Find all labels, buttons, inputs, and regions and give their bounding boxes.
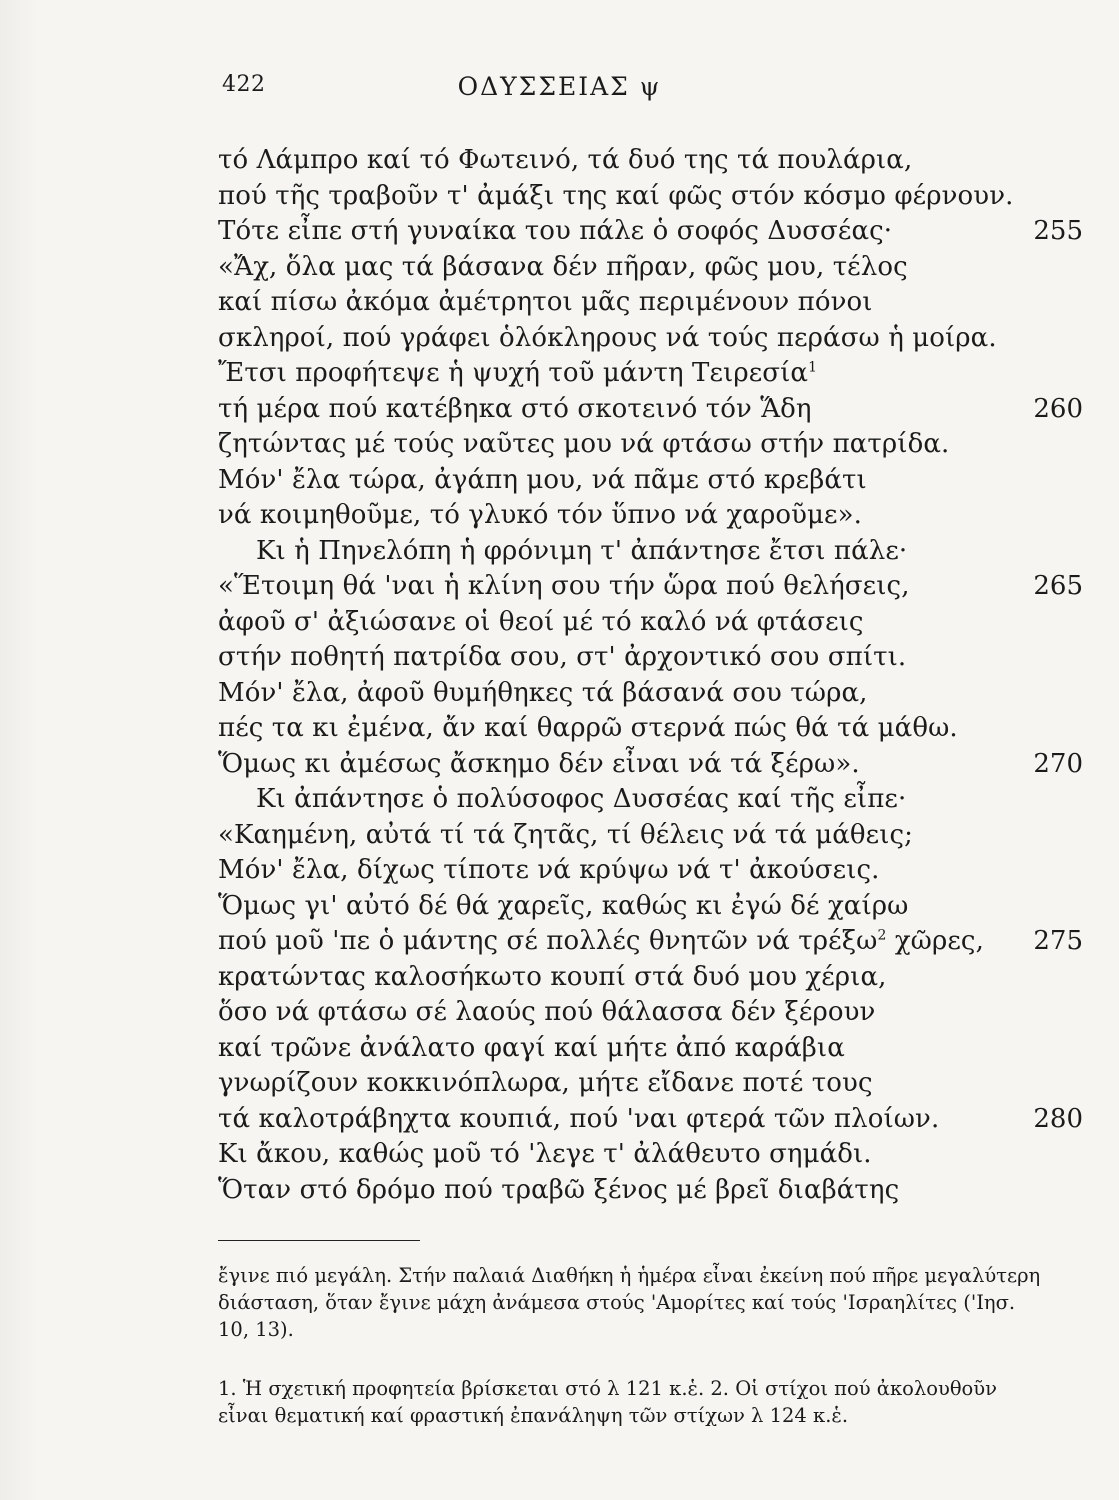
line-number: 270 — [1033, 749, 1083, 779]
verse-line — [218, 249, 908, 285]
verse-line — [218, 1101, 939, 1137]
verse-line — [218, 178, 1013, 214]
verse-line — [218, 320, 997, 356]
verse-line — [218, 462, 867, 498]
footnote-marker: 1 — [808, 359, 818, 376]
verse-text: «Ἄχ, ὅλα μας τά βάσανα δέν πῆραν, φῶς μου, τέλος — [218, 252, 908, 282]
line-number: 265 — [1033, 571, 1083, 601]
footnote-line: διάσταση, ὅταν ἔγινε μάχη ἀνάμεσα στούς 'Αμορίτες καί τούς 'Ισραηλίτες ('Ιησ. — [218, 1291, 1016, 1314]
verse-text: τά καλοτράβηχτα κουπιά, πού 'ναι φτερά τῶν πλοίων. — [218, 1104, 940, 1134]
verse-text: Κι ἄκου, καθώς μοῦ τό 'λεγε τ' ἀλάθευτο σημάδι. — [218, 1139, 872, 1169]
verse-text: νά κοιμηθοῦμε, τό γλυκό τόν ὕπνο νά χαροῦμε». — [218, 500, 862, 530]
verse-text: γνωρίζουν κοκκινόπλωρα, μήτε εἴδανε ποτέ τους — [218, 1068, 873, 1098]
verse-text: «Ἕτοιμη θά 'ναι ἡ κλίνη σου τήν ὥρα πού θελήσεις, — [218, 571, 910, 601]
verse-text: Κι ἡ Πηνελόπη ἡ φρόνιμη τ' ἀπάντησε ἔτσι πάλε· — [256, 536, 908, 566]
footnote-line: εἶναι θεματική καί φραστική ἐπανάληψη τῶν στίχων λ 124 κ.ἑ. — [218, 1404, 849, 1427]
running-title: ΟΔΥΣΣΕΙΑΣ ψ — [457, 72, 662, 101]
verse-line — [256, 781, 906, 817]
verse-text: Ὅταν στό δρόμο πού τραβῶ ξένος μέ βρεῖ διαβάτης — [218, 1175, 900, 1205]
verse-text: Ὅμως κι ἀμέσως ἄσκημο δέν εἶναι νά τά ξέρω». — [218, 749, 860, 779]
verse-line — [256, 533, 907, 569]
verse-line — [218, 142, 912, 178]
verse-text: σκληροί, πού γράφει ὁλόκληρους νά τούς περάσω ἡ μοίρα. — [218, 323, 997, 353]
footnote-marker: 2 — [877, 927, 887, 944]
verse-line — [218, 888, 908, 924]
verse-text: Μόν' ἔλα τώρα, ἀγάπη μου, νά πᾶμε στό κρεβάτι — [218, 465, 867, 495]
footnote-line: 10, 13). — [218, 1318, 294, 1341]
verse-line — [218, 923, 984, 959]
verse-line — [218, 959, 887, 995]
verse-line — [218, 213, 892, 249]
verse-line — [218, 1030, 845, 1066]
verse-text: ζητώντας μέ τούς ναῦτες μου νά φτάσω στήν πατρίδα. — [218, 429, 950, 459]
footnotes — [218, 1375, 1080, 1429]
page-number: 422 — [222, 72, 266, 97]
verse-text: τή μέρα πού κατέβηκα στό σκοτεινό τόν Ἅδη — [218, 394, 812, 424]
verse-line — [218, 852, 880, 888]
verse-text: ὅσο νά φτάσω σέ λαούς πού θάλασσα δέν ξέρουν — [218, 997, 876, 1027]
verse-text: Μόν' ἔλα, ἀφοῦ θυμήθηκες τά βάσανά σου τώρα, — [218, 678, 868, 708]
verse-line — [218, 675, 868, 711]
verse-text: πές τα κι ἐμένα, ἄν καί θαρρῶ στερνά πώς θά τά μάθω. — [218, 713, 958, 743]
footnote-divider — [218, 1240, 420, 1241]
verse-line — [218, 746, 860, 782]
line-number: 260 — [1033, 394, 1083, 424]
footnote-continuation — [218, 1262, 1080, 1343]
verse-line — [218, 639, 906, 675]
verse-text: πού μοῦ 'πε ὁ μάντης σέ πολλές θνητῶν νά τρέξω — [218, 926, 878, 956]
verse-line — [218, 1136, 872, 1172]
verse-text: κρατώντας καλοσήκωτο κουπί στά δυό μου χέρια, — [218, 962, 887, 992]
verse-text: Ἔτσι προφήτεψε ἡ ψυχή τοῦ μάντη Τειρεσία — [218, 358, 809, 388]
verse-text: καί τρῶνε ἀνάλατο φαγί καί μήτε ἀπό καράβια — [218, 1033, 845, 1063]
line-number: 280 — [1033, 1104, 1083, 1134]
verse-text: «Καημένη, αὐτά τί τά ζητᾶς, τί θέλεις νά τά μάθεις; — [218, 820, 914, 850]
verse-text: Τότε εἶπε στή γυναίκα του πάλε ὁ σοφός Δυσσέας· — [218, 216, 893, 246]
verse-text: τό Λάμπρο καί τό Φωτεινό, τά δυό της τά πουλάρια, — [218, 145, 913, 175]
verse-line — [218, 994, 875, 1030]
verse-line — [218, 391, 812, 427]
verse-line — [218, 1065, 873, 1101]
verse-line — [218, 426, 949, 462]
verse-text: καί πίσω ἀκόμα ἀμέτρητοι μᾶς περιμένουν πόνοι — [218, 287, 873, 317]
verse-line — [218, 497, 862, 533]
verse-line — [218, 568, 910, 604]
verse-text: πού τῆς τραβοῦν τ' ἀμάξι της καί φῶς στόν κόσμο φέρνουν. — [218, 181, 1014, 211]
verse-text-after-marker: χῶρες, — [886, 926, 984, 956]
verse-text: ἀφοῦ σ' ἀξιώσανε οἱ θεοί μέ τό καλό νά φτάσεις — [218, 607, 864, 637]
verse-text: Κι ἀπάντησε ὁ πολύσοφος Δυσσέας καί τῆς εἶπε· — [256, 784, 907, 814]
footnote-line: 1. Ἡ σχετική προφητεία βρίσκεται στό λ 121 κ.ἑ. 2. Οἱ στίχοι πού ἀκολουθοῦν — [218, 1377, 998, 1400]
verse-line — [218, 355, 817, 391]
verse-line — [218, 284, 873, 320]
verse-text: Ὅμως γι' αὐτό δέ θά χαρεῖς, καθώς κι ἐγώ δέ χαίρω — [218, 891, 909, 921]
verse-text: Μόν' ἔλα, δίχως τίποτε νά κρύψω νά τ' ἀκούσεις. — [218, 855, 880, 885]
verse-line — [218, 1172, 899, 1208]
footnote-line: ἔγινε πιό μεγάλη. Στήν παλαιά Διαθήκη ἡ ἡμέρα εἶναι ἐκείνη πού πῆρε μεγαλύτερη — [218, 1264, 1041, 1287]
verse-text: στήν ποθητή πατρίδα σου, στ' ἀρχοντικό σου σπίτι. — [218, 642, 907, 672]
verse-line — [218, 710, 958, 746]
line-number: 275 — [1033, 926, 1083, 956]
verse-line — [218, 817, 913, 853]
verse-line — [218, 604, 864, 640]
line-number: 255 — [1033, 216, 1083, 246]
